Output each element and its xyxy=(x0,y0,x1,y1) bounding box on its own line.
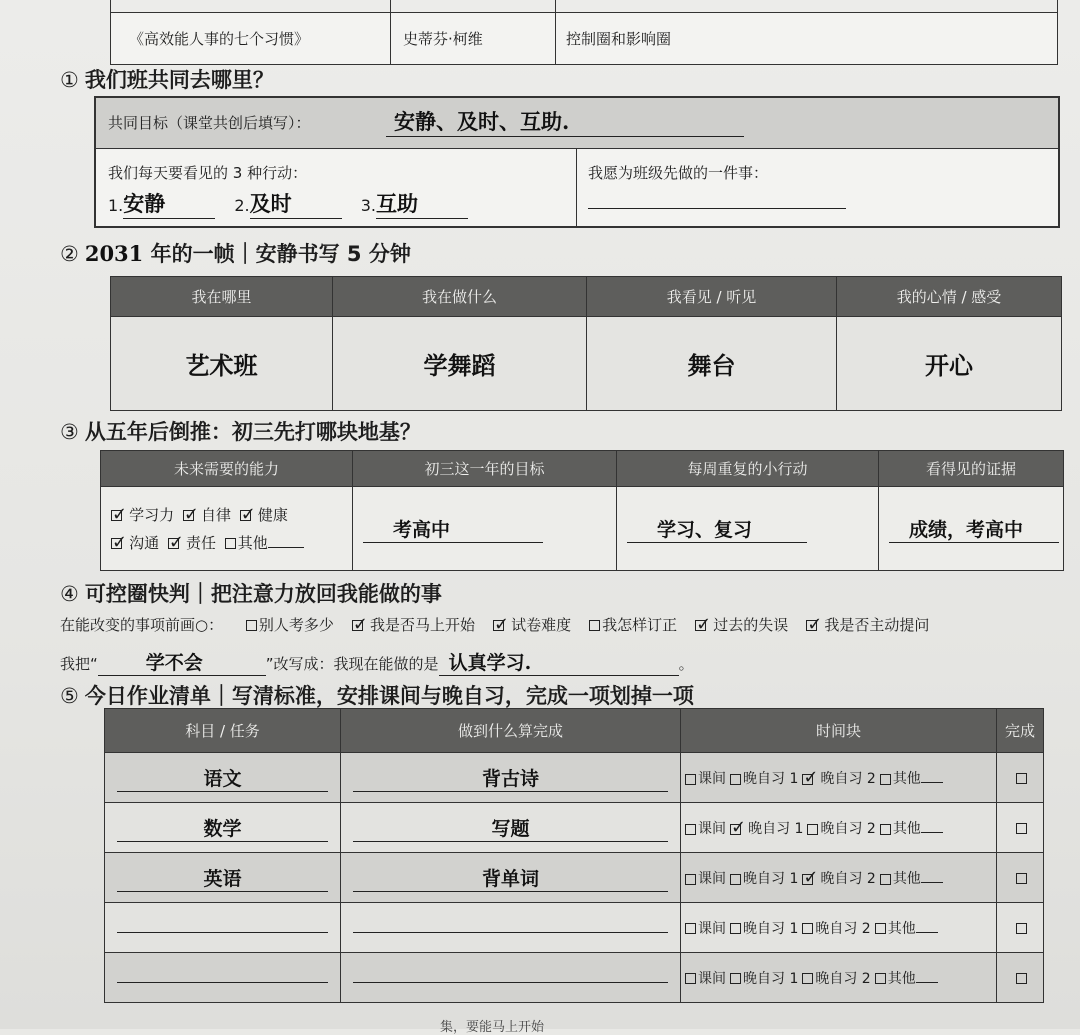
checkmark-icon: ✓ xyxy=(731,817,747,838)
section1-box xyxy=(94,96,1060,228)
evidence-cell xyxy=(879,487,1064,571)
time-option-label: 课间 xyxy=(698,771,726,787)
time-option-label: 晚自习 2 xyxy=(815,970,871,987)
checkbox-icon[interactable] xyxy=(802,973,813,984)
frame-feeling[interactable]: 开心 xyxy=(837,317,1062,411)
goal-row xyxy=(96,98,1058,149)
done-checkbox[interactable] xyxy=(1016,773,1027,784)
checkmark-icon: ✓ xyxy=(803,767,819,788)
control-item-label: 我是否马上开始 xyxy=(369,616,475,634)
checkbox-icon[interactable] xyxy=(589,620,600,631)
time-option-label: 晚自习 2 xyxy=(815,920,871,937)
checkbox-icon[interactable] xyxy=(685,774,696,785)
hw-subject[interactable]: 英语 xyxy=(117,864,328,892)
frame-doing[interactable]: 学舞蹈 xyxy=(333,317,587,411)
book-concept: 控制圈和影响圈 xyxy=(556,13,1058,65)
hw-header-done: 完成 xyxy=(997,709,1044,753)
frame-header-feeling: 我的心情 / 感受 xyxy=(837,277,1062,317)
frame-header-doing: 我在做什么 xyxy=(333,277,587,317)
checkbox-icon[interactable] xyxy=(875,973,886,984)
frame-table xyxy=(110,276,1062,411)
control-intro: 在能改变的事项前画○： xyxy=(60,616,224,634)
action-cell xyxy=(617,487,879,571)
rewrite-from[interactable]: 学不会 xyxy=(98,648,266,676)
time-option-label: 晚自习 1 xyxy=(743,771,799,787)
time-option-label: 晚自习 1 xyxy=(743,970,799,987)
time-block-cell xyxy=(681,853,997,903)
time-option-label: 晚自习 1 xyxy=(743,871,799,887)
checkbox-icon[interactable] xyxy=(685,824,696,835)
time-option-label: 课间 xyxy=(698,871,726,887)
checkbox-icon[interactable] xyxy=(730,973,741,984)
hw-subject[interactable] xyxy=(117,932,328,933)
wish-label: 我愿为班级先做的一件事： xyxy=(588,164,769,182)
foundation-header-ability: 未来需要的能力 xyxy=(101,451,353,487)
checkbox-icon[interactable] xyxy=(880,824,891,835)
foundation-header-action: 每周重复的小行动 xyxy=(617,451,879,487)
time-option-label: 其他 xyxy=(887,970,916,987)
hw-subject[interactable]: 数学 xyxy=(117,814,328,842)
time-option-label: 课间 xyxy=(698,821,726,837)
control-item-label: 试卷难度 xyxy=(511,616,572,634)
hw-header-subject: 科目 / 任务 xyxy=(105,709,341,753)
section4-title: ④ 可控圈快判｜把注意力放回我能做的事 xyxy=(60,582,442,606)
section2-title: ② 2031 年的一帧｜安静书写 5 分钟 xyxy=(60,241,411,266)
control-item-label: 我是否主动提问 xyxy=(824,616,930,634)
time-option-label: 晚自习 1 xyxy=(743,920,799,937)
table-row xyxy=(105,853,1044,903)
book-table xyxy=(110,0,1058,65)
hw-standard[interactable]: 背单词 xyxy=(353,864,668,892)
time-option-label: 晚自习 2 xyxy=(820,821,876,837)
actions-label: 我们每天要看见的 3 种行动： xyxy=(108,164,308,182)
control-item[interactable] xyxy=(802,616,929,634)
control-item-label: 别人考多少 xyxy=(258,616,334,634)
checkbox-icon[interactable] xyxy=(685,923,696,934)
hw-standard[interactable] xyxy=(353,932,668,933)
done-checkbox[interactable] xyxy=(1016,923,1027,934)
hw-subject[interactable]: 语文 xyxy=(117,764,328,792)
action-1[interactable]: 安静 xyxy=(123,188,215,219)
checkbox-icon[interactable] xyxy=(730,923,741,934)
time-block-cell xyxy=(681,753,997,803)
section3-title: ③ 从五年后倒推：初三先打哪块地基？ xyxy=(60,420,421,444)
checkbox-icon[interactable] xyxy=(225,538,236,549)
control-item[interactable] xyxy=(348,616,475,634)
section1-title: ① 我们班共同去哪里？ xyxy=(60,68,274,92)
goal-label: 共同目标（课堂共创后填写）： xyxy=(108,114,311,132)
checkbox-icon[interactable] xyxy=(802,923,813,934)
table-row xyxy=(105,753,1044,803)
time-option-label: 课间 xyxy=(698,970,726,987)
weekly-action[interactable]: 学习、复习 xyxy=(627,515,807,543)
done-checkbox[interactable] xyxy=(1016,973,1027,984)
checkmark-icon: ✓ xyxy=(803,867,819,888)
goal-value[interactable]: 安静、及时、互助. xyxy=(386,106,744,137)
rewrite-to[interactable]: 认真学习. xyxy=(439,648,679,676)
foundation-table xyxy=(100,450,1064,571)
checkbox-icon[interactable] xyxy=(875,923,886,934)
goal-cell xyxy=(353,487,617,571)
control-item[interactable] xyxy=(585,616,677,634)
time-option-label: 其他 xyxy=(887,920,916,937)
hw-subject[interactable] xyxy=(117,982,328,983)
action-2[interactable]: 及时 xyxy=(250,188,342,219)
frame-where[interactable]: 艺术班 xyxy=(111,317,333,411)
time-option-label: 晚自习 1 xyxy=(748,821,804,837)
time-block-cell xyxy=(681,953,997,1003)
checkbox-icon[interactable] xyxy=(880,774,891,785)
section5-title: ⑤ 今日作业清单｜写清标准，安排课间与晚自习，完成一项划掉一项 xyxy=(60,684,694,708)
foundation-header-goal: 初三这一年的目标 xyxy=(353,451,617,487)
checkmark-icon: ✓ xyxy=(696,614,712,635)
checkbox-icon[interactable] xyxy=(685,973,696,984)
foundation-header-evidence: 看得见的证据 xyxy=(879,451,1064,487)
frame-header-where: 我在哪里 xyxy=(111,277,333,317)
footer-fragment: 集，要能马上开始 xyxy=(440,1020,545,1035)
done-checkbox[interactable] xyxy=(1016,873,1027,884)
hw-standard[interactable]: 背古诗 xyxy=(353,764,668,792)
table-row xyxy=(105,903,1044,953)
time-option-label: 课间 xyxy=(698,920,726,937)
table-row xyxy=(105,953,1044,1003)
evidence[interactable]: 成绩，考高中 xyxy=(889,515,1059,543)
hw-header-time: 时间块 xyxy=(681,709,997,753)
checkbox-icon[interactable] xyxy=(880,874,891,885)
control-item[interactable] xyxy=(242,616,334,634)
checkbox-icon[interactable] xyxy=(685,874,696,885)
time-option-label: 其他 xyxy=(892,871,921,887)
rewrite-line: 我把“ 学不会 ”改写成：我现在能做的是 认真学习. 。 xyxy=(60,648,694,676)
hw-standard[interactable] xyxy=(353,982,668,983)
control-item-label: 过去的失误 xyxy=(713,616,789,634)
frame-header-see: 我看见 / 听见 xyxy=(587,277,837,317)
checkbox-icon[interactable] xyxy=(730,774,741,785)
year-goal[interactable]: 考高中 xyxy=(363,515,543,543)
table-row xyxy=(105,803,1044,853)
wish-input[interactable] xyxy=(588,186,846,209)
time-option-label: 其他 xyxy=(892,821,921,837)
book-title: 《高效能人事的七个习惯》 xyxy=(111,13,391,65)
control-item[interactable] xyxy=(691,616,788,634)
time-block-cell xyxy=(681,903,997,953)
actions-list: 1.安静 2.及时 3.互助 xyxy=(108,188,468,219)
hw-standard[interactable]: 写题 xyxy=(353,814,668,842)
homework-table xyxy=(104,708,1044,1003)
control-item-label: 我怎样订正 xyxy=(602,616,678,634)
frame-see[interactable]: 舞台 xyxy=(587,317,837,411)
done-checkbox[interactable] xyxy=(1016,823,1027,834)
hw-header-standard: 做到什么算完成 xyxy=(341,709,681,753)
time-block-cell xyxy=(681,803,997,853)
time-option-label: 晚自习 2 xyxy=(820,771,876,787)
checkbox-icon[interactable] xyxy=(730,874,741,885)
book-author: 史蒂芬·柯维 xyxy=(391,13,556,65)
control-item[interactable] xyxy=(489,616,571,634)
checkbox-icon[interactable] xyxy=(807,824,818,835)
checkmark-icon: ✓ xyxy=(807,614,823,635)
checkmark-icon: ✓ xyxy=(494,614,510,635)
time-option-label: 其他 xyxy=(892,771,921,787)
control-circle-items xyxy=(60,614,929,635)
checkbox-icon[interactable] xyxy=(246,620,257,631)
abilities-cell: ✓ 学习力 ✓ 自律 ✓ 健康 ✓ 沟通 ✓ 责任 其他 xyxy=(101,487,353,571)
action-3[interactable]: 互助 xyxy=(376,188,468,219)
time-option-label: 晚自习 2 xyxy=(820,871,876,887)
checkmark-icon: ✓ xyxy=(352,614,368,635)
